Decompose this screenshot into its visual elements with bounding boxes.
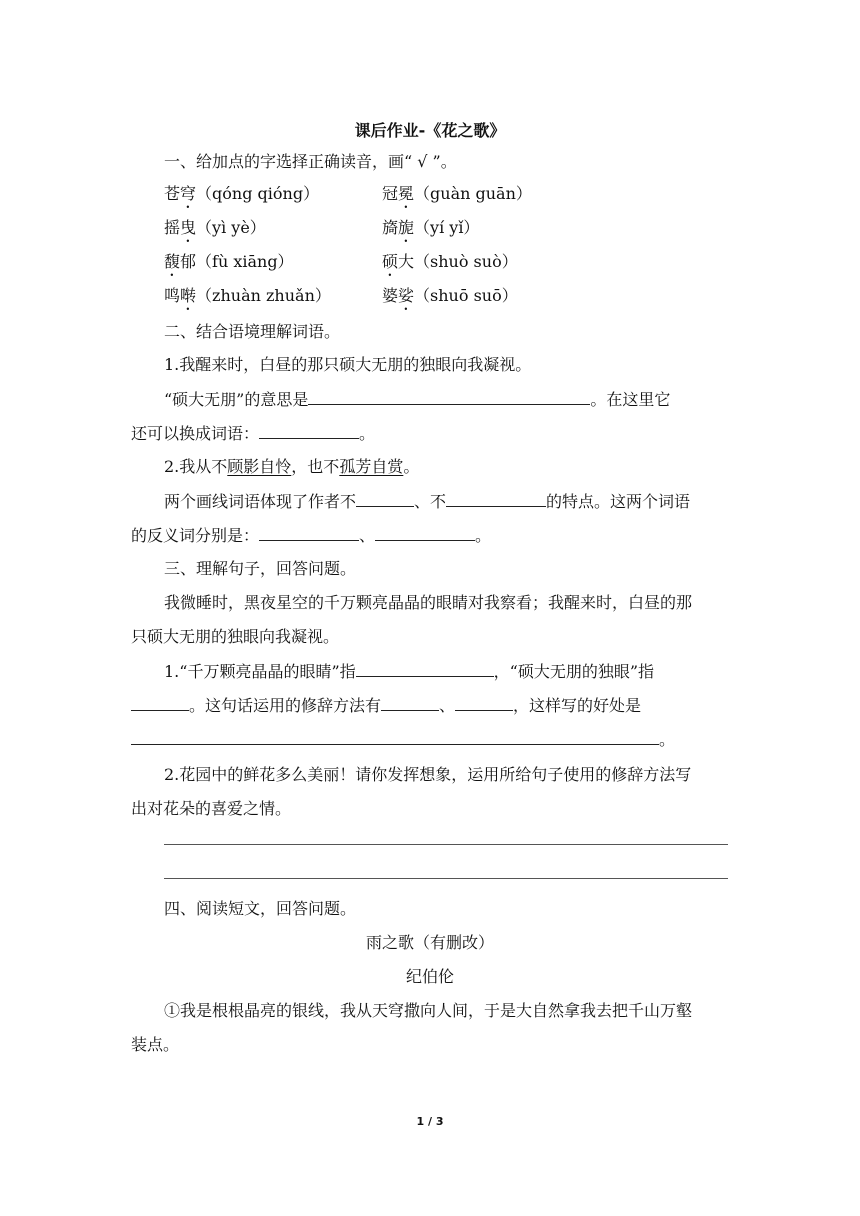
answer-line[interactable] xyxy=(164,844,728,845)
section-1-heading: 一、给加点的字选择正确读音，画“ √ ”。 xyxy=(164,152,457,171)
passage-title: 雨之歌（有删改） xyxy=(365,933,494,952)
question-line: 的反义词分别是： 、 。 xyxy=(131,526,492,545)
answer-blank[interactable] xyxy=(308,388,590,405)
pinyin-item: 硕大（shuò suò） xyxy=(382,252,518,271)
answer-line[interactable] xyxy=(164,878,728,879)
answer-blank[interactable] xyxy=(356,660,494,677)
passage-author: 纪伯伦 xyxy=(405,967,454,986)
answer-blank[interactable] xyxy=(446,490,546,507)
question-line: 两个画线词语体现了作者不 、不 的特点。这两个词语 xyxy=(164,492,691,511)
question-line: 1.“千万颗亮晶晶的眼睛”指 ，“硕大无朋的独眼”指 xyxy=(164,662,655,681)
pinyin-item: 苍穹（qóng qióng） xyxy=(164,184,320,203)
section-4-heading: 四、阅读短文，回答问题。 xyxy=(164,899,357,918)
answer-blank[interactable] xyxy=(375,524,475,541)
answer-blank[interactable] xyxy=(356,490,414,507)
passage-paragraph: ①我是根根晶亮的银线，我从天穹撒向人间，于是大自然拿我去把千山万壑 xyxy=(164,1001,693,1020)
pinyin-item: 冠冕（guàn guān） xyxy=(382,184,532,203)
pinyin-item: 馥郁（fù xiāng） xyxy=(164,252,294,271)
sentence: 2.我从不顾影自怜，也不孤芳自赏。 xyxy=(164,457,420,476)
section-2-heading: 二、结合语境理解词语。 xyxy=(164,322,341,341)
question-line: 还可以换成词语： 。 xyxy=(131,424,376,443)
pinyin-item: 摇曳（yì yè） xyxy=(164,218,266,237)
question-line: “硕大无朋”的意思是 。在这里它 xyxy=(164,390,671,409)
answer-blank[interactable] xyxy=(455,694,513,711)
pinyin-item: 婆娑（shuō suō） xyxy=(382,286,518,305)
answer-blank[interactable] xyxy=(259,524,359,541)
answer-blank[interactable] xyxy=(131,694,189,711)
answer-blank[interactable] xyxy=(131,728,659,745)
sentence: 只硕大无朋的独眼向我凝视。 xyxy=(131,627,340,646)
pinyin-item: 旖旎（yí yǐ） xyxy=(382,218,480,237)
question-line: 。 xyxy=(131,728,675,751)
question-line: 。这句话运用的修辞方法有 、 ，这样写的好处是 xyxy=(131,694,641,717)
page-number: 1 / 3 xyxy=(416,1115,444,1128)
passage-paragraph: 装点。 xyxy=(131,1035,180,1054)
sentence: 1.我醒来时，白昼的那只硕大无朋的独眼向我凝视。 xyxy=(164,355,532,374)
sentence: 我微睡时，黑夜星空的千万颗亮晶晶的眼睛对我察看；我醒来时，白昼的那 xyxy=(164,593,693,612)
section-3-heading: 三、理解句子，回答问题。 xyxy=(164,559,357,578)
answer-blank[interactable] xyxy=(381,694,439,711)
answer-blank[interactable] xyxy=(259,422,359,439)
page-title: 课后作业-《花之歌》 xyxy=(354,121,506,140)
sentence: 出对花朵的喜爱之情。 xyxy=(131,799,292,818)
sentence: 2.花园中的鲜花多么美丽！请你发挥想象，运用所给句子使用的修辞方法写 xyxy=(164,765,692,784)
pinyin-item: 鸣啭（zhuàn zhuǎn） xyxy=(164,286,331,305)
